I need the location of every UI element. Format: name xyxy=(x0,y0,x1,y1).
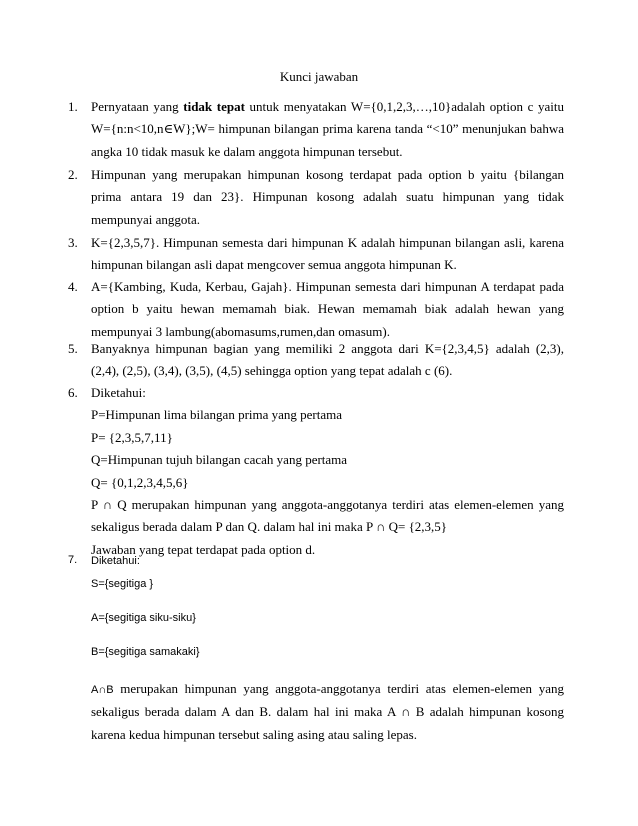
item-line: Q=Himpunan tujuh bilangan cacah yang pertama xyxy=(91,452,348,468)
item-paragraph: P ∩ Q merupakan himpunan yang anggota-anggotanya terdiri atas elemen-elemen yang sekaligus berada dalam P dan Q. dalam hal ini maka P ∩ Q= {2,3,5} xyxy=(91,497,564,535)
item-number: 4. xyxy=(68,279,78,294)
item-line: P= {2,3,5,7,11} xyxy=(91,429,173,445)
item-text: Pernyataan yang tidak tepat untuk menyatakan W={0,1,2,3,…,10}adalah option c yaitu W={n:n<10,n∈W};W= himpunan bilangan prima karena tanda “<10” menunjukan bahwa angka 10 tidak masuk ke dalam anggota himpunan tersebut. xyxy=(91,99,564,159)
item-text: Himpunan yang merupakan himpunan kosong terdapat pada option b yaitu {bilangan prima antara 19 dan 23}. Himpunan kosong adalah suatu himpunan yang tidak mempunyai anggota. xyxy=(91,167,564,227)
answer-item-5 xyxy=(68,338,564,383)
item-number: 6. xyxy=(68,385,78,400)
item-paragraph: A∩B merupakan himpunan yang anggota-anggotanya terdiri atas elemen-elemen yang sekaligus berada dalam A dan B. dalam hal ini maka A ∩ B adalah himpunan kosong karena kedua himpunan tersebut saling asing atau saling lepas. xyxy=(91,681,564,742)
item-line: Diketahui: xyxy=(91,555,140,567)
item-text: Banyaknya himpunan bagian yang memiliki 2 anggota dari K={2,3,4,5} adalah (2,3), (2,4), (2,5), (3,4), (3,5), (4,5) sehingga option yang tepat adalah c (6). xyxy=(91,341,564,379)
item-number: 5. xyxy=(68,341,78,356)
answer-item-2 xyxy=(68,164,564,231)
answer-item-7 xyxy=(68,548,564,746)
bold-phrase: tidak tepat xyxy=(183,99,245,114)
answer-item-4 xyxy=(68,276,564,343)
item-number: 7. xyxy=(68,554,78,566)
item-text: K={2,3,5,7}. Himpunan semesta dari himpunan K adalah himpunan bilangan asli, karena himpunan bilangan asli dapat mengcover semua anggota himpunan K. xyxy=(91,235,564,273)
answer-item-1 xyxy=(68,96,564,163)
answer-item-6 xyxy=(68,382,564,561)
set-symbol: A∩B xyxy=(91,684,114,696)
item-number: 3. xyxy=(68,235,78,250)
item-line: S={segitiga } xyxy=(91,578,154,590)
item-text: A={Kambing, Kuda, Kerbau, Gajah}. Himpunan semesta dari himpunan A terdapat pada option b yaitu hewan memamah biak. Hewan memamah biak adalah hewan yang mempunyai 3 lambung(abomasums,rumen,dan omasum). xyxy=(91,279,564,339)
item-number: 1. xyxy=(68,99,78,114)
item-line: P=Himpunan lima bilangan prima yang pertama xyxy=(91,407,343,423)
item-line: A={segitiga siku-siku} xyxy=(91,612,196,624)
answer-item-3 xyxy=(68,232,564,277)
item-line: Q= {0,1,2,3,4,5,6} xyxy=(91,474,189,490)
page-title: Kunci jawaban xyxy=(279,69,359,84)
item-closing: Jawaban yang tepat terdapat pada option d. xyxy=(91,541,316,557)
item-number: 2. xyxy=(68,167,78,182)
item-line: B={segitiga samakaki} xyxy=(91,646,200,658)
item-line: Diketahui: xyxy=(91,385,146,400)
